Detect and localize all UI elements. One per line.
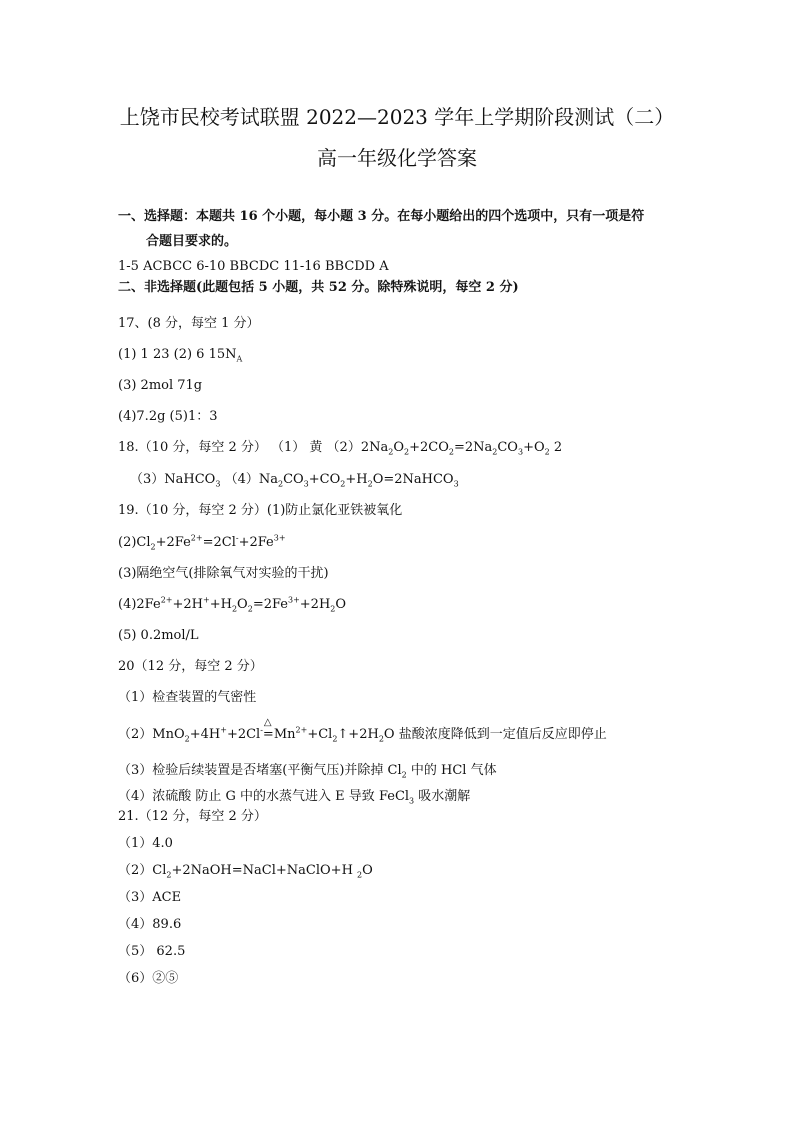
- txt: +4H: [189, 727, 221, 742]
- delta-symbol: △: [263, 717, 272, 728]
- txt: （3）NaHCO: [130, 472, 216, 487]
- txt: +2Cl: [226, 727, 261, 742]
- q19-line5: (5) 0.2mol/L: [118, 628, 199, 643]
- sup: -: [260, 725, 263, 735]
- section1-heading: 一、选择题：本题共 16 个小题，每小题 3 分。在每小题给出的四个选项中，只有一项是符: [118, 209, 645, 224]
- txt: +Cl: [307, 727, 333, 742]
- q21-line1: （1）4.0: [118, 836, 173, 851]
- sup: 2+: [160, 595, 173, 605]
- txt: （3）检验后续装置是否堵塞(平衡气压)并除掉 Cl: [118, 763, 402, 778]
- txt: +CO: [308, 472, 341, 487]
- q18-title-text: 18.（10 分，每空 2 分） （1） 黄 （2）2Na: [118, 440, 389, 455]
- sub: 2: [367, 479, 373, 489]
- heating-equals-sign: [262, 717, 274, 743]
- txt: CO: [497, 440, 518, 455]
- sup: -: [235, 533, 239, 543]
- sub: 3: [215, 479, 221, 489]
- txt: O: [393, 440, 404, 455]
- txt: O: [362, 863, 373, 878]
- txt: 中的 HCl 气体: [406, 763, 497, 778]
- sub: 3: [517, 447, 524, 457]
- q20-line3: [118, 763, 497, 779]
- txt: CO: [283, 472, 304, 487]
- q17-line1-text: (1) 1 23 (2) 6 15N: [118, 347, 237, 362]
- txt: O 盐酸浓度降低到一定值后反应即停止: [383, 727, 607, 742]
- q21-line3: （3）ACE: [118, 890, 182, 905]
- txt: +H: [345, 472, 368, 487]
- sub: 2: [277, 479, 284, 489]
- txt: 2: [549, 440, 563, 455]
- txt: (4)2Fe: [118, 597, 161, 612]
- q21-line4: （4）89.6: [118, 917, 182, 932]
- txt: （2）Cl: [118, 863, 167, 878]
- sub: 2: [404, 447, 410, 457]
- sub: 2: [357, 870, 363, 880]
- page-title-line1: 上饶市民校考试联盟 2022—2023 学年上学期阶段测试（二）: [119, 105, 675, 129]
- sub: 2: [401, 770, 407, 780]
- sup: 3+: [287, 595, 300, 605]
- txt: (2)Cl: [118, 535, 151, 550]
- txt: O: [237, 597, 248, 612]
- q17-line1: [118, 347, 242, 363]
- sub: 2: [166, 870, 172, 880]
- q19-line3: (3)隔绝空气(排除氧气对实验的干扰): [118, 566, 329, 581]
- sub: 3: [409, 796, 415, 806]
- sub: 2: [231, 604, 238, 614]
- sub: 2: [492, 447, 498, 457]
- txt: +2CO: [409, 440, 449, 455]
- txt: Mn: [273, 727, 296, 742]
- txt: +2NaOH=NaCl+NaClO+H: [171, 863, 358, 878]
- sub: 3: [453, 479, 459, 489]
- sup: 3+: [273, 533, 286, 543]
- sub: 2: [332, 734, 338, 744]
- q17-line2: (3) 2mol 71g: [118, 378, 203, 393]
- txt: +H: [209, 597, 232, 612]
- txt: =2Cl: [202, 535, 236, 550]
- txt: =2Na: [453, 440, 493, 455]
- q18-line2: [130, 472, 459, 488]
- txt: +2H: [299, 597, 331, 612]
- sub: 2: [448, 447, 454, 457]
- sub: 2: [340, 479, 346, 489]
- section2-heading: 二、非选择题(此题包括 5 小题，共 52 分。除特殊说明，每空 2 分): [118, 280, 519, 295]
- txt: （2）MnO: [118, 727, 185, 742]
- sup: +: [203, 595, 210, 605]
- q21-title: 21.（12 分，每空 2 分）: [118, 809, 267, 824]
- q17-line3: (4)7.2g (5)1：3: [118, 409, 218, 424]
- section1-heading-cont: 合题目要求的。: [146, 234, 238, 249]
- q20-line2: [118, 717, 607, 744]
- txt: （4）Na: [220, 472, 278, 487]
- sub: 2: [388, 447, 394, 457]
- txt: ↑+2H: [337, 727, 379, 742]
- q20-line1: （1）检查装置的气密性: [118, 690, 257, 705]
- sub: 2: [184, 734, 190, 744]
- sub: 2: [330, 604, 336, 614]
- q18-title: [118, 440, 562, 456]
- txt: +2H: [172, 597, 204, 612]
- q20-line4: [118, 789, 470, 805]
- txt: =2Fe: [252, 597, 288, 612]
- sup: 2+: [295, 725, 308, 735]
- q20-title: 20（12 分，每空 2 分）: [118, 659, 263, 674]
- page-title-line2: 高一年级化学答案: [317, 146, 477, 170]
- sup: 2+: [190, 533, 203, 543]
- q19-line4: [118, 597, 346, 613]
- sub: 2: [150, 542, 156, 552]
- q21-line5: （5） 62.5: [118, 944, 186, 959]
- sub: 2: [247, 604, 253, 614]
- q21-line2: [118, 863, 373, 879]
- q17-line1-sub: A: [236, 354, 243, 364]
- txt: +2Fe: [238, 535, 274, 550]
- equals: =: [262, 727, 274, 742]
- sub: 2: [378, 734, 384, 744]
- sub: 2: [544, 447, 550, 457]
- txt: +2Fe: [155, 535, 191, 550]
- txt: +O: [523, 440, 545, 455]
- q21-line6: （6）②⑤: [118, 971, 179, 986]
- q19-title: 19.（10 分，每空 2 分）(1)防止氯化亚铁被氧化: [118, 503, 403, 518]
- sub: 3: [303, 479, 309, 489]
- q17-title: 17、(8 分，每空 1 分）: [118, 316, 260, 331]
- sup: +: [220, 725, 227, 735]
- txt: O: [335, 597, 347, 612]
- q19-line2: [118, 535, 286, 551]
- txt: O=2NaHCO: [372, 472, 454, 487]
- txt: （4）浓硫酸 防止 G 中的水蒸气进入 E 导致 FeCl: [118, 789, 410, 804]
- txt: 吸水潮解: [414, 789, 471, 804]
- choice-answers: 1-5 ACBCC 6-10 BBCDC 11-16 BBCDD A: [118, 259, 389, 274]
